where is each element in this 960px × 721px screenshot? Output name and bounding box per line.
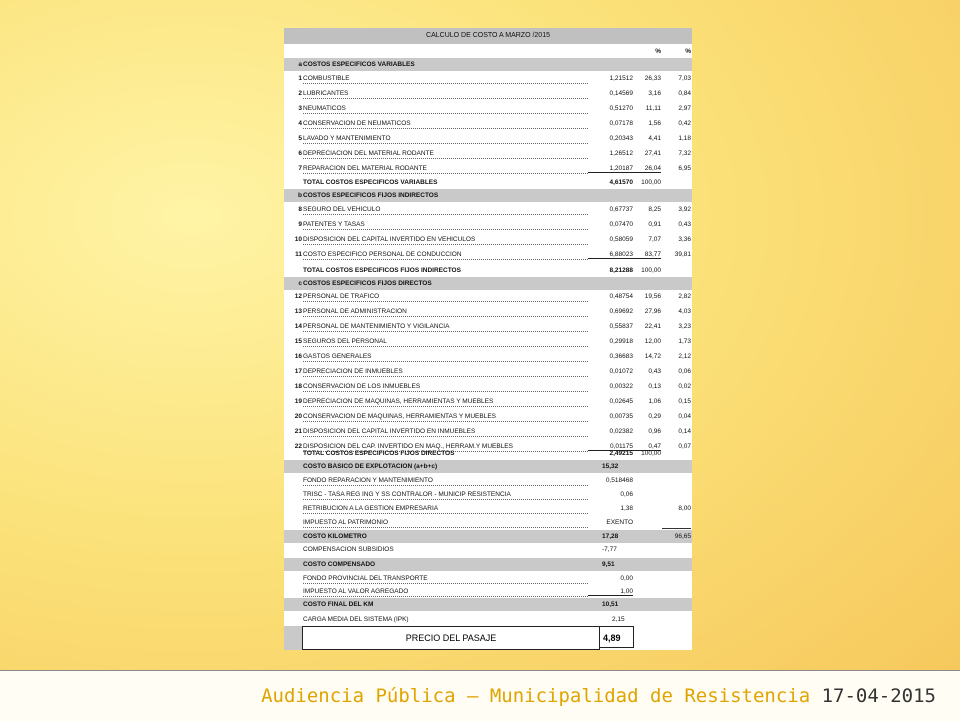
- item-percent-2: 0,02: [678, 383, 691, 390]
- extra-cost-row: [284, 585, 692, 598]
- item-value: 0,07178: [609, 120, 633, 127]
- item-number: 8: [298, 206, 302, 213]
- precio-pasaje-box: [302, 626, 634, 650]
- cost-item-row: [284, 87, 692, 100]
- cost-item-row: [284, 233, 692, 246]
- section-label: COSTOS ESPECIFICOS VARIABLES: [303, 61, 415, 68]
- item-number: 11: [295, 251, 302, 258]
- item-number: 10: [294, 236, 302, 243]
- item-label: NEUMATICOS: [303, 105, 588, 114]
- item-percent-2: 0,07: [678, 443, 691, 450]
- total-percent: 100,00: [641, 450, 661, 457]
- costo-basico-value: 15,32: [602, 463, 619, 470]
- item-label: SEGURO DEL VEHICULO: [303, 206, 588, 215]
- item-percent-2: 0,06: [678, 368, 691, 375]
- item-percent-2: 0,14: [678, 428, 691, 435]
- item-percent-1: 12,00: [644, 338, 661, 345]
- item-percent-2: 1,18: [678, 135, 691, 142]
- costo-final-label: COSTO FINAL DEL KM: [303, 601, 374, 608]
- section-label: COSTOS ESPECIFICOS FIJOS DIRECTOS: [303, 280, 432, 287]
- item-label: COMBUSTIBLE: [303, 75, 588, 84]
- item-value: 0,55837: [609, 323, 633, 330]
- item-percent-2: 0,43: [678, 221, 691, 228]
- item-value: 0,36683: [609, 353, 633, 360]
- costo-km-row: [284, 530, 692, 543]
- cost-item-row: [284, 410, 692, 423]
- total-percent: 100,00: [641, 267, 661, 274]
- section-letter: a: [298, 61, 302, 68]
- costo-compensado-label: COSTO COMPENSADO: [303, 561, 376, 568]
- cost-item-row: [284, 72, 692, 85]
- item-percent-1: 0,96: [648, 428, 661, 435]
- item-percent-2: 4,03: [678, 308, 691, 315]
- total-value: 2,49215: [609, 450, 633, 457]
- cost-item-row: [284, 320, 692, 333]
- item-number: 4: [298, 120, 302, 127]
- item-number: 16: [294, 353, 302, 360]
- compensacion-label: COMPENSACION SUBSIDIOS: [303, 546, 394, 553]
- item-percent-2: 39,81: [674, 251, 691, 258]
- extra-percent: 8,00: [678, 505, 691, 512]
- item-value: 0,07470: [609, 221, 633, 228]
- costo-compensado-value: 9,51: [602, 561, 615, 568]
- item-value: 1,26512: [609, 150, 633, 157]
- item-percent-1: 26,33: [644, 75, 661, 82]
- item-label: PERSONAL DE ADMINISTRACION: [303, 308, 588, 317]
- extra-label: TRISC - TASA REG ING Y SS CONTRALOR - MUNICIP RESISTENCIA: [303, 491, 588, 500]
- cost-item-row: [284, 290, 692, 303]
- item-value: 0,51270: [609, 105, 633, 112]
- item-percent-1: 26,04: [633, 165, 661, 173]
- extra-cost-row: [284, 516, 692, 529]
- item-number: 6: [298, 150, 302, 157]
- item-value: 6,88023: [588, 251, 633, 259]
- item-percent-2: 0,04: [678, 413, 691, 420]
- item-number: 7: [298, 165, 302, 172]
- item-value: 0,01072: [609, 368, 633, 375]
- item-percent-1: 14,72: [644, 353, 661, 360]
- extra-label: RETRIBUCION A LA GESTION EMPRESARIA: [303, 505, 588, 514]
- item-percent-2: 7,03: [678, 75, 691, 82]
- section-label: COSTOS ESPECIFICOS FIJOS INDIRECTOS: [303, 192, 439, 199]
- item-number: 12: [294, 293, 302, 300]
- extra-label: IMPUESTO AL PATRIMONIO: [303, 519, 588, 528]
- costo-compensado-row: [284, 558, 692, 571]
- costo-km-percent: 96,65: [674, 533, 691, 540]
- section-a-header: [284, 58, 692, 71]
- item-percent-2: 0,42: [678, 120, 691, 127]
- footer-text: [261, 685, 936, 707]
- item-percent-1: 27,41: [644, 150, 661, 157]
- item-percent-2: 0,15: [678, 398, 691, 405]
- item-percent-2: 3,36: [678, 236, 691, 243]
- item-percent-2: 3,23: [678, 323, 691, 330]
- item-number: 14: [294, 323, 302, 330]
- item-value: 0,58059: [609, 236, 633, 243]
- extra-value: 0,518468: [605, 477, 633, 484]
- carga-media-value: 2,15: [612, 616, 625, 623]
- item-percent-1: 0,13: [648, 383, 661, 390]
- item-value: 1,20187: [588, 165, 633, 173]
- cost-item-row: [284, 395, 692, 408]
- item-label: DISPOSICIÓN DEL CAPITAL INVERTIDO EN INMUEBLES: [303, 428, 588, 437]
- section-c-header: [284, 277, 692, 290]
- footer-title: Audiencia Pública – Municipalidad de Resistencia: [261, 685, 811, 707]
- price-row-spacer: [284, 626, 302, 650]
- item-number: 19: [294, 398, 302, 405]
- item-value: 0,02382: [609, 428, 633, 435]
- item-number: 1: [298, 75, 302, 82]
- extra-cost-row: [284, 474, 692, 487]
- item-percent-2: 2,12: [678, 353, 691, 360]
- item-number: 9: [298, 221, 302, 228]
- item-percent-1: 19,56: [644, 293, 661, 300]
- compensacion-value: -7,77: [602, 546, 617, 553]
- item-value: 0,69692: [609, 308, 633, 315]
- sheet-title-row: [284, 28, 692, 44]
- item-value: 0,14569: [609, 90, 633, 97]
- item-number: 21: [294, 428, 302, 435]
- item-value: 0,67737: [609, 206, 633, 213]
- cost-item-row: [284, 305, 692, 318]
- total-percent: 100,00: [641, 179, 661, 186]
- cost-item-row: [284, 365, 692, 378]
- cost-item-row: [284, 203, 692, 216]
- costo-km-value: 17,28: [602, 533, 619, 540]
- extra-label: IMPUESTO AL VALOR AGREGADO: [303, 588, 588, 597]
- cost-item-row: [284, 102, 692, 115]
- item-percent-1: 3,16: [648, 90, 661, 97]
- cost-item-row: [284, 117, 692, 130]
- item-percent-1: 27,96: [644, 308, 661, 315]
- extra-label: FONDO PROVINCIAL DEL TRANSPORTE: [303, 575, 588, 584]
- item-number: 5: [298, 135, 302, 142]
- item-value: 0,29918: [609, 338, 633, 345]
- item-label: CONSERVACIÓN DE MÁQUINAS, HERRAMIENTAS Y MUEBLES: [303, 413, 588, 422]
- carga-media-row: [284, 613, 692, 626]
- sheet-title: CALCULO DE COSTO A MARZO /2015: [426, 32, 550, 39]
- total-label: TOTAL COSTOS ESPECIFICOS FIJOS DIRECTOS: [303, 450, 455, 457]
- item-label: DEPRECIACIÓN DE MÁQUINAS, HERRAMIENTAS Y MUEBLES: [303, 398, 588, 407]
- item-percent-2: 0,84: [678, 90, 691, 97]
- footer-date: 17-04-2015: [821, 685, 936, 707]
- item-number: 3: [298, 105, 302, 112]
- extra-value: 0,00: [620, 575, 633, 582]
- item-percent-2: 2,82: [678, 293, 691, 300]
- percent-header-2: %: [685, 48, 691, 55]
- item-number: 17: [294, 368, 302, 375]
- cost-item-row: [284, 147, 692, 160]
- extra-label: FONDO REPARACION Y MANTENIMIENTO: [303, 477, 588, 486]
- total-a-row: [284, 176, 692, 189]
- item-percent-1: 0,43: [648, 368, 661, 375]
- item-label: PERSONAL DE TRAFICO: [303, 293, 588, 302]
- precio-pasaje-label: PRECIO DEL PASAJE: [302, 626, 600, 650]
- item-value: 0,20343: [609, 135, 633, 142]
- item-label: CONSERVACIÓN DE LOS INMUEBLES: [303, 383, 588, 392]
- section-letter: c: [298, 280, 302, 287]
- item-percent-1: 11,11: [645, 105, 661, 112]
- extra-value: 1,00: [588, 588, 633, 596]
- extra-cost-row: [284, 572, 692, 585]
- item-value: 0,02645: [609, 398, 633, 405]
- item-percent-1: 1,06: [648, 398, 661, 405]
- item-percent-2: 7,32: [678, 150, 691, 157]
- item-percent-2: 3,92: [678, 206, 691, 213]
- total-b-row: [284, 264, 692, 277]
- item-number: 2: [298, 90, 302, 97]
- item-label: PERSONAL DE MANTENIMIENTO Y VIGILANCIA: [303, 323, 588, 332]
- total-c-row: [284, 447, 692, 460]
- item-percent-1: 4,41: [648, 135, 661, 142]
- cost-item-row: [284, 132, 692, 145]
- item-percent-1: 0,91: [648, 221, 661, 228]
- item-label: PATENTES Y TASAS: [303, 221, 588, 230]
- item-value: 0,00735: [609, 413, 633, 420]
- cost-item-row: [284, 218, 692, 231]
- cost-calculation-sheet: [284, 28, 692, 650]
- precio-pasaje-value: 4,89: [600, 626, 634, 648]
- item-percent-2: 1,73: [678, 338, 691, 345]
- section-b-header: [284, 189, 692, 202]
- item-percent-2: 2,97: [678, 105, 691, 112]
- extra-value: 1,38: [620, 505, 633, 512]
- extra-value: EXENTO: [606, 519, 633, 526]
- item-value: 0,00322: [609, 383, 633, 390]
- extra-value: 0,06: [620, 491, 633, 498]
- costo-km-label: COSTO KILOMETRO: [303, 533, 367, 540]
- item-label: SEGUROS DEL PERSONAL: [303, 338, 588, 347]
- item-percent-2: 6,95: [678, 165, 691, 172]
- percent-header-1: %: [655, 48, 661, 55]
- percent-header-row: [284, 45, 692, 58]
- item-percent-1: 1,56: [648, 120, 661, 127]
- item-percent-1: 8,25: [648, 206, 661, 213]
- total-label: TOTAL COSTOS ESPECIFICOS FIJOS INDIRECTOS: [303, 267, 461, 274]
- item-label: DEPRECIACIÓN DE INMUEBLES: [303, 368, 588, 377]
- item-label: CONSERVACION DE NEUMATICOS: [303, 120, 588, 129]
- extra-cost-row: [284, 488, 692, 501]
- item-value: 1,21512: [609, 75, 633, 82]
- costo-basico-label: COSTO BÁSICO DE EXPLOTACIÓN (a+b+c): [303, 463, 438, 470]
- costo-basico-row: [284, 460, 692, 473]
- item-percent-1: 7,07: [648, 236, 661, 243]
- costo-final-value: 10,51: [602, 601, 619, 608]
- item-label: REPARACION DEL MATERIAL RODANTE: [303, 165, 588, 174]
- item-percent-1: 0,47: [633, 443, 661, 451]
- cost-item-row: [284, 248, 692, 261]
- cost-item-row: [284, 350, 692, 363]
- cost-item-row: [284, 335, 692, 348]
- item-number: 20: [294, 413, 302, 420]
- item-value: 0,01175: [588, 443, 633, 451]
- item-label: DISPOSICION DEL CAPITAL INVERTIDO EN VEHICULOS: [303, 236, 588, 245]
- total-value: 4,61570: [609, 179, 633, 186]
- section-letter: b: [298, 192, 302, 199]
- divider: [662, 528, 691, 529]
- item-label: DISPOSICIÓN DEL CAP. INVERTIDO EN MAQ., HERRAM.Y MUEBLES: [303, 443, 588, 452]
- item-percent-1: 0,29: [648, 413, 661, 420]
- cost-item-row: [284, 380, 692, 393]
- item-number: 15: [294, 338, 302, 345]
- item-label: GASTOS GENERALES: [303, 353, 588, 362]
- item-percent-1: 83,77: [633, 251, 661, 259]
- item-label: COSTO ESPECIFICO PERSONAL DE CONDUCCION: [303, 251, 588, 260]
- cost-item-row: [284, 162, 692, 175]
- item-label: LAVADO Y MANTENIMIENTO: [303, 135, 588, 144]
- costo-final-row: [284, 598, 692, 611]
- item-label: DEPRECIACION DEL MATERIAL RODANTE: [303, 150, 588, 159]
- item-number: 18: [294, 383, 302, 390]
- item-label: LUBRICANTES: [303, 90, 588, 99]
- footer-bar: [0, 670, 960, 721]
- carga-media-label: CARGA MEDIA DEL SISTEMA (IPK): [303, 616, 409, 623]
- extra-cost-row: [284, 502, 692, 515]
- total-value: 8,21288: [609, 267, 633, 274]
- total-label: TOTAL COSTOS ESPECIFICOS VARIABLES: [303, 179, 438, 186]
- item-number: 22: [294, 443, 302, 450]
- item-percent-1: 22,41: [644, 323, 661, 330]
- cost-item-row: [284, 425, 692, 438]
- item-value: 0,48754: [609, 293, 633, 300]
- compensacion-row: [284, 543, 692, 556]
- item-number: 13: [294, 308, 302, 315]
